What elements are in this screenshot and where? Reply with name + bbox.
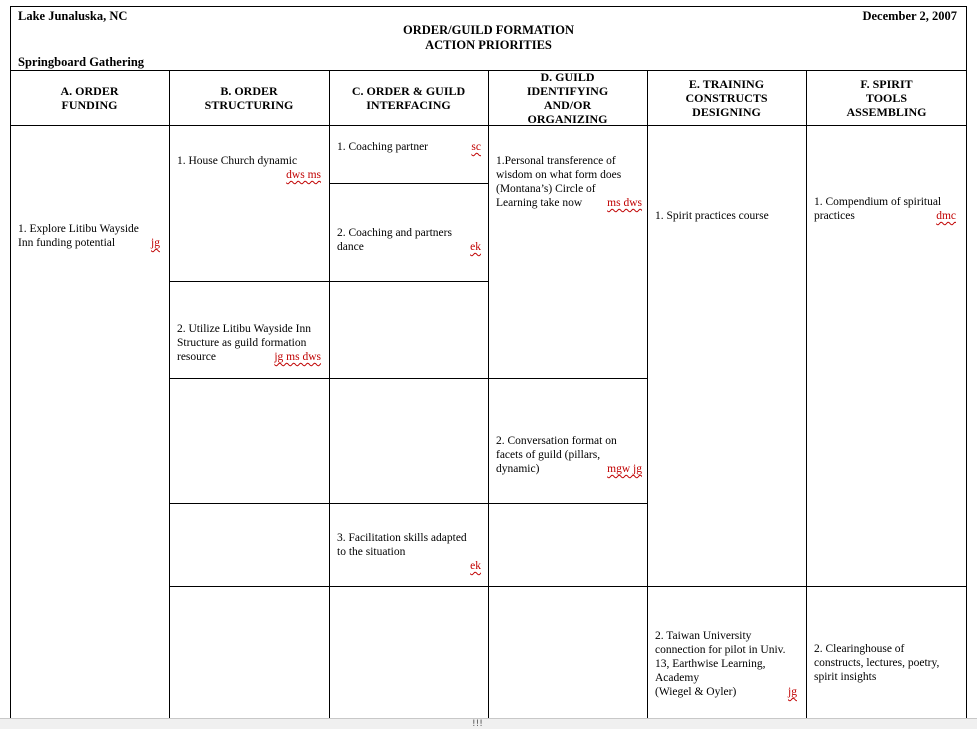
row-line-b [169,503,329,504]
initials: ms dws [607,197,642,209]
column-header-b: B. ORDER STRUCTURING [204,83,294,112]
column-header-a: A. ORDER FUNDING [60,83,119,112]
col-divider-ef [806,70,807,718]
row-line-c [329,281,488,282]
cell-e1: 1. Spirit practices course [655,210,769,222]
row-line-c [329,586,488,587]
initials: dws ms [286,169,321,181]
initials: mgw jg [607,463,642,475]
cell-c3: 3. Facilitation skills adapted to the situation ek [337,532,481,572]
title-line-1: ORDER/GUILD FORMATION [403,23,574,37]
initials: jg ms dws [274,351,321,363]
col-divider-cd [488,70,489,718]
row-line-d [488,503,647,504]
col-divider-bc [329,70,330,718]
initials: jg [788,686,797,698]
initials: ek [470,560,481,572]
row-line-c [329,183,488,184]
cell-e2: 2. Taiwan University connection for pilot in Univ. 13, Earthwise Learning, Academy (Wiegel & Oyler) jg [655,630,797,698]
cell-b2: 2. Utilize Litibu Wayside Inn Structure as guild formation resource jg ms dws [177,323,321,363]
cell-f1: 1. Compendium of spiritual practices dmc [814,196,956,222]
col-divider-de [647,70,648,718]
column-header-e: E. TRAINING CONSTRUCTS DESIGNING [685,76,768,119]
column-header-d: D. GUILD IDENTIFYING AND/OR ORGANIZING [526,69,609,126]
initials: sc [471,141,481,153]
location-text: Lake Junaluska, NC [18,9,128,23]
row-line-d [488,378,647,379]
row-line-b [169,378,329,379]
gathering-text: Springboard Gathering [18,55,145,69]
initials: jg [151,237,160,249]
horizontal-scrollbar[interactable] [0,718,977,729]
action-priorities-table [10,70,967,718]
row-line-c [329,503,488,504]
title-line-2: ACTION PRIORITIES [425,38,552,52]
initials: ek [470,241,481,253]
cell-c1: 1. Coaching partner sc [337,141,481,153]
row-line-e [647,586,806,587]
cell-d1: 1.Personal transference of wisdom on what form does (Montana’s) Circle of Learning take now ms dws [496,155,642,209]
scroll-grip-icon[interactable]: !!! [472,719,483,729]
cell-b1: 1. House Church dynamic dws ms [177,155,321,181]
column-header-c: C. ORDER & GUILD INTERFACING [351,83,466,112]
column-header-f: F. SPIRIT TOOLS ASSEMBLING [846,76,927,119]
cell-a1: 1. Explore Litibu Wayside Inn funding potential jg [18,223,160,249]
page-top-border [10,6,967,7]
row-line-f [806,586,967,587]
cell-c2: 2. Coaching and partners dance ek [337,227,481,253]
row-line-d [488,586,647,587]
col-divider-ab [169,70,170,718]
row-line-b [169,281,329,282]
row-line-b [169,586,329,587]
cell-d2: 2. Conversation format on facets of guild (pillars, dynamic) mgw jg [496,435,642,475]
row-line-c [329,378,488,379]
initials: dmc [936,210,956,222]
cell-f2: 2. Clearinghouse of constructs, lectures, poetry, spirit insights [814,643,940,683]
date-text: December 2, 2007 [862,9,957,23]
